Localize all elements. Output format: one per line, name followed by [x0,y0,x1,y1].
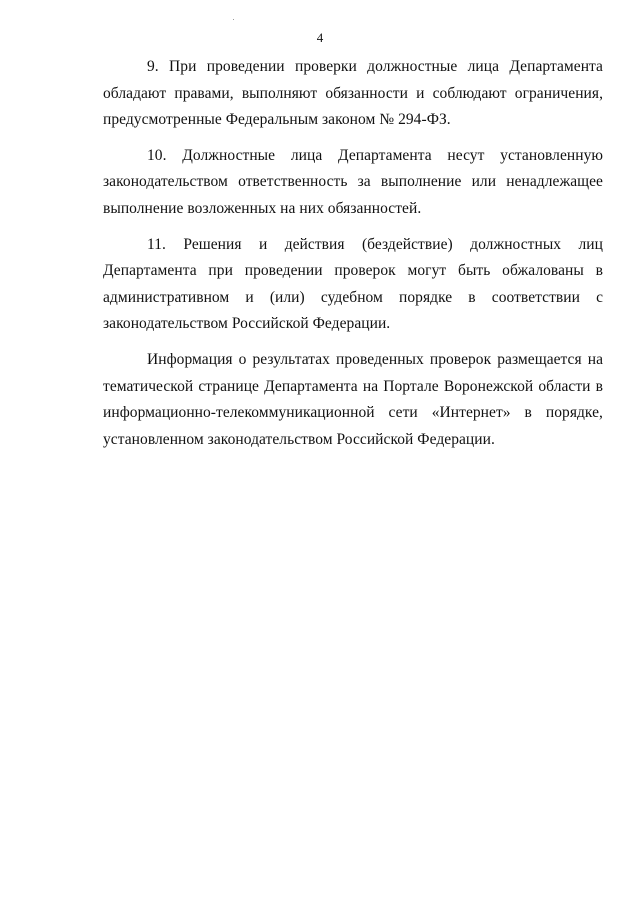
document-body [103,54,603,462]
scan-speck [233,19,234,20]
paragraph-information: Информация о результатах проведенных проверок размещается на тематической странице Департамента на Портале Воронежской области в информационно-телекоммуникационной сети «Интернет» в порядке, установленном законодательством Российской Федерации. [103,350,603,448]
page-number: 4 [316,30,324,45]
paragraph-item-11: 11. Решения и действия (бездействие) должностных лиц Департамента при проведении проверок могут быть обжалованы в административном и (или) судебном порядке в соответствии с законодательством Российской Федерации. [103,235,603,333]
paragraph-item-9: 9. При проведении проверки должностные лица Департамента обладают правами, выполняют обязанности и соблюдают ограничения, предусмотренные Федеральным законом № 294-ФЗ. [103,58,603,129]
paragraph-item-10: 10. Должностные лица Департамента несут установленную законодательством ответственность за выполнение или ненадлежащее выполнение возложенных на них обязанностей. [103,146,603,217]
